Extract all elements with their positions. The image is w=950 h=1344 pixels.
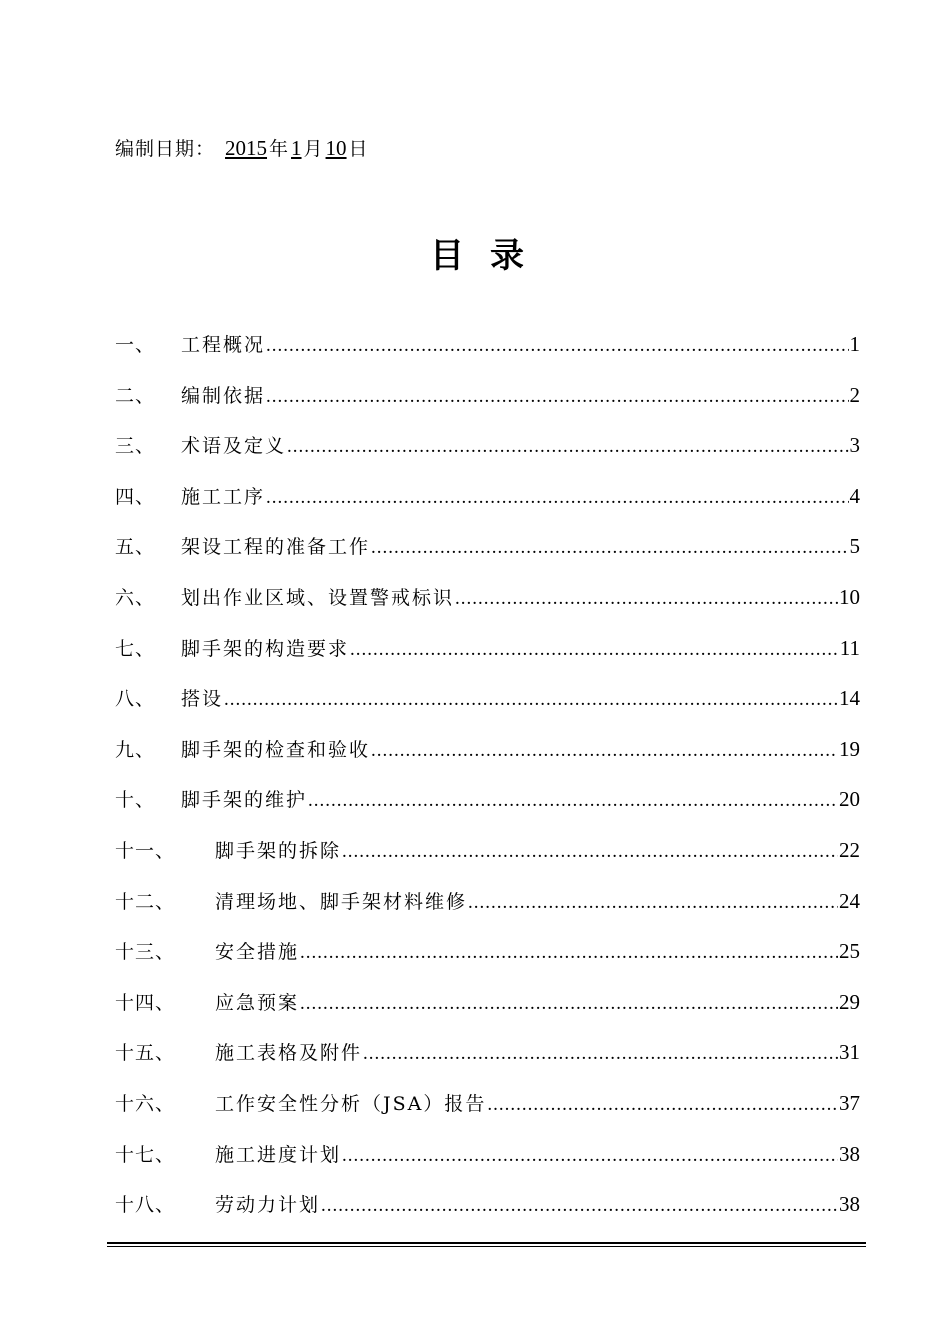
toc-page: 11 xyxy=(839,635,860,660)
toc-number: 十四、 xyxy=(115,991,176,1014)
toc-item[interactable] xyxy=(115,1038,860,1089)
toc-leader xyxy=(224,689,838,711)
toc-item[interactable] xyxy=(115,887,860,938)
footer-rule-thin xyxy=(107,1246,866,1247)
toc-page: 19 xyxy=(839,736,860,761)
toc-number: 十一、 xyxy=(115,839,176,862)
toc-item[interactable] xyxy=(115,1140,860,1191)
toc-item[interactable] xyxy=(115,684,860,735)
toc-label: 安全措施 xyxy=(215,941,300,964)
toc-label: 施工进度计划 xyxy=(215,1143,342,1166)
toc-page: 1 xyxy=(849,332,860,356)
toc-leader xyxy=(266,335,848,357)
toc-item[interactable] xyxy=(115,583,860,634)
compile-date xyxy=(115,134,369,161)
toc-number: 七、 xyxy=(115,637,156,660)
date-day-unit: 日 xyxy=(348,138,369,160)
toc-leader xyxy=(468,892,838,914)
toc-number: 三、 xyxy=(115,435,156,458)
toc-leader xyxy=(266,487,848,509)
date-year-unit: 年 xyxy=(269,138,290,160)
toc-page: 5 xyxy=(849,534,860,559)
toc-leader xyxy=(455,588,838,610)
toc-page: 37 xyxy=(839,1090,860,1115)
toc-number: 十、 xyxy=(115,789,156,812)
toc-leader xyxy=(321,1195,838,1217)
toc-leader xyxy=(350,639,839,661)
toc-item[interactable] xyxy=(115,785,860,836)
toc-label: 脚手架的构造要求 xyxy=(181,637,350,660)
page-title: 目录 xyxy=(430,236,550,276)
toc-leader xyxy=(308,790,838,812)
toc-page: 3 xyxy=(849,433,860,458)
toc-page: 20 xyxy=(839,787,860,812)
toc-number: 八、 xyxy=(115,688,156,711)
toc-number: 六、 xyxy=(115,586,156,609)
toc-page: 4 xyxy=(849,483,860,508)
toc-item[interactable] xyxy=(115,1089,860,1140)
toc-label: 劳动力计划 xyxy=(215,1194,321,1217)
date-label: 编制日期： xyxy=(115,138,216,160)
toc-page: 25 xyxy=(839,939,860,964)
toc-label: 脚手架的拆除 xyxy=(215,839,342,862)
toc-page: 22 xyxy=(839,837,860,862)
toc-item[interactable] xyxy=(115,381,860,432)
toc-label: 工程概况 xyxy=(181,334,266,356)
toc-label: 搭设 xyxy=(181,688,224,711)
toc-label: 清理场地、脚手架材料维修 xyxy=(215,890,468,913)
toc-leader xyxy=(363,1043,838,1065)
toc-number: 十三、 xyxy=(115,941,176,964)
toc-label: 施工工序 xyxy=(181,485,266,508)
toc-leader xyxy=(266,386,848,408)
toc-item[interactable] xyxy=(115,532,860,583)
toc-item[interactable] xyxy=(115,937,860,988)
toc-number: 五、 xyxy=(115,536,156,559)
toc-page: 38 xyxy=(839,1192,860,1217)
toc-item[interactable] xyxy=(115,330,860,381)
toc-number: 一、 xyxy=(115,334,156,356)
toc-leader xyxy=(287,436,848,458)
toc-leader xyxy=(371,740,838,762)
toc-item[interactable] xyxy=(115,431,860,482)
table-of-contents xyxy=(115,330,860,1241)
toc-label: 施工表格及附件 xyxy=(215,1042,363,1065)
footer-rule-thick xyxy=(107,1242,866,1244)
toc-leader xyxy=(342,841,838,863)
toc-page: 29 xyxy=(839,989,860,1014)
date-year: 2015 xyxy=(225,136,268,160)
toc-item[interactable] xyxy=(115,735,860,786)
date-day: 10 xyxy=(325,136,347,160)
toc-label: 脚手架的维护 xyxy=(181,789,308,812)
toc-page: 10 xyxy=(839,584,860,609)
toc-number: 十二、 xyxy=(115,890,176,913)
toc-item[interactable] xyxy=(115,836,860,887)
toc-leader xyxy=(371,537,848,559)
toc-label: 脚手架的检查和验收 xyxy=(181,738,371,761)
toc-number: 四、 xyxy=(115,485,156,508)
toc-page: 2 xyxy=(849,382,860,407)
toc-number: 十六、 xyxy=(115,1092,176,1115)
toc-number: 十八、 xyxy=(115,1194,176,1217)
toc-label: 术语及定义 xyxy=(181,435,287,458)
date-month: 1 xyxy=(291,136,302,160)
date-month-unit: 月 xyxy=(303,138,324,160)
toc-leader xyxy=(342,1145,838,1167)
toc-leader xyxy=(300,993,838,1015)
toc-number: 十七、 xyxy=(115,1143,176,1166)
toc-item[interactable] xyxy=(115,634,860,685)
toc-number: 九、 xyxy=(115,738,156,761)
toc-page: 14 xyxy=(839,686,860,711)
toc-label: 架设工程的准备工作 xyxy=(181,536,371,559)
toc-leader xyxy=(300,942,838,964)
toc-page: 38 xyxy=(839,1141,860,1166)
toc-label: 工作安全性分析（JSA）报告 xyxy=(215,1092,487,1115)
toc-leader xyxy=(487,1094,838,1116)
toc-number: 二、 xyxy=(115,384,156,407)
toc-item[interactable] xyxy=(115,988,860,1039)
toc-label: 划出作业区域、设置警戒标识 xyxy=(181,586,455,609)
toc-page: 31 xyxy=(839,1040,860,1065)
toc-number: 十五、 xyxy=(115,1042,176,1065)
toc-page: 24 xyxy=(839,888,860,913)
toc-label: 编制依据 xyxy=(181,384,266,407)
toc-label: 应急预案 xyxy=(215,991,300,1014)
toc-item[interactable] xyxy=(115,482,860,533)
toc-item[interactable] xyxy=(115,1190,860,1241)
